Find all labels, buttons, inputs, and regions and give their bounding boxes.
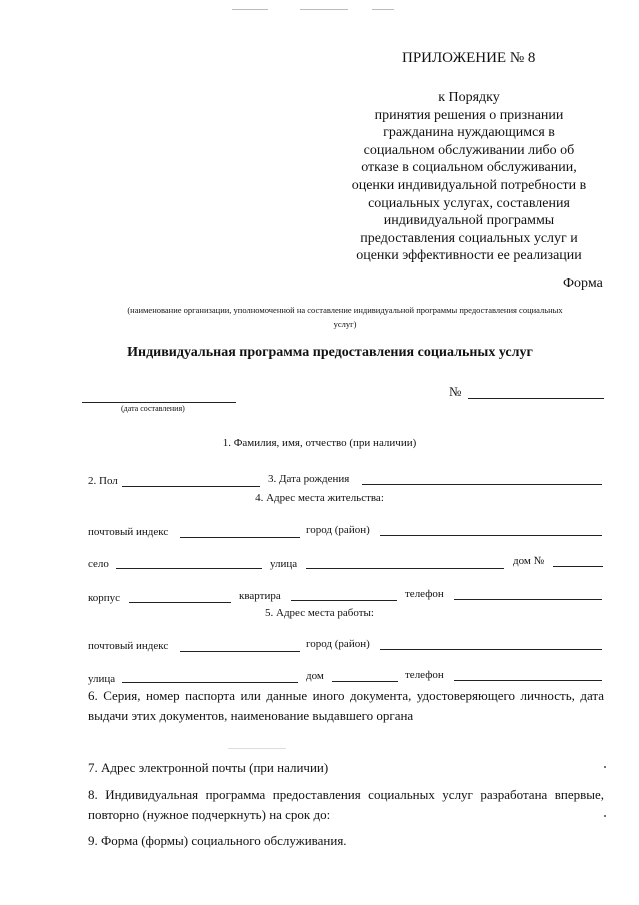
- city-line[interactable]: [380, 535, 602, 536]
- order-line: социальных услугах, составления: [368, 195, 570, 211]
- phone-line[interactable]: [454, 599, 602, 600]
- program-term-item: 8. Индивидуальная программа предоставления социальных услуг разработана впервые, повторно (нужное подчеркнуть) на срок до:: [88, 787, 604, 822]
- birth-date-label: 3. Дата рождения: [268, 473, 350, 485]
- scan-artifact: [232, 9, 268, 10]
- organization-caption-cont: услуг): [333, 319, 357, 329]
- date-caption: (дата составления): [121, 404, 185, 413]
- order-reference-block: [330, 89, 608, 265]
- work-phone-line[interactable]: [454, 680, 602, 681]
- village-line[interactable]: [116, 568, 262, 569]
- number-label: №: [449, 384, 462, 399]
- work-house-label: дом: [306, 670, 324, 682]
- scan-artifact: [372, 9, 394, 10]
- sex-label: 2. Пол: [88, 475, 118, 487]
- street-label: улица: [270, 558, 298, 570]
- appendix-number: ПРИЛОЖЕНИЕ № 8: [402, 50, 536, 66]
- form-label: Форма: [563, 276, 603, 291]
- number-line[interactable]: [468, 398, 604, 399]
- order-line: оценки индивидуальной потребности в: [351, 177, 587, 193]
- order-line: индивидуальной программы: [383, 213, 555, 229]
- work-phone-label: телефон: [405, 669, 444, 681]
- house-no-label: дом №: [513, 555, 545, 567]
- work-city-label: город (район): [306, 638, 370, 650]
- organization-caption: (наименование организации, уполномоченной на составление индивидуальной программы предоставления социальных: [127, 305, 563, 315]
- village-label: село: [88, 558, 109, 570]
- postal-index-label: почтовый индекс: [88, 526, 169, 538]
- order-line: предоставления социальных услуг и: [360, 230, 578, 246]
- phone-label: телефон: [405, 588, 444, 600]
- document-title: Индивидуальная программа предоставления социальных услуг: [127, 345, 533, 360]
- order-line: к Порядку: [438, 90, 500, 105]
- email-item: 7. Адрес электронной почты (при наличии): [88, 760, 329, 775]
- work-street-line[interactable]: [122, 682, 298, 683]
- service-form-item: 9. Форма (формы) социального обслуживания.: [88, 833, 347, 848]
- birth-date-line[interactable]: [362, 484, 602, 485]
- postal-index-line[interactable]: [180, 537, 300, 538]
- street-line[interactable]: [306, 568, 504, 569]
- scan-artifact: [228, 748, 286, 749]
- residence-heading: 4. Адрес места жительства:: [255, 492, 384, 504]
- city-label: город (район): [306, 524, 370, 536]
- work-postal-index-label: почтовый индекс: [88, 640, 169, 652]
- work-street-label: улица: [88, 673, 116, 685]
- order-line: принятия решения о признании: [374, 107, 564, 123]
- order-line: гражданина нуждающимся в: [383, 125, 555, 141]
- building-label: корпус: [88, 592, 121, 604]
- apartment-line[interactable]: [291, 600, 397, 601]
- sex-line[interactable]: [122, 486, 260, 487]
- order-line: отказе в социальном обслуживании,: [361, 160, 577, 176]
- date-line[interactable]: [82, 402, 236, 403]
- apartment-label: квартира: [239, 590, 281, 602]
- passport-item: 6. Серия, номер паспорта или данные иного документа, удостоверяющего личность, дата выдачи этих документов, наименование выдавшего органа: [88, 688, 604, 723]
- work-heading: 5. Адрес места работы:: [265, 607, 374, 619]
- fio-heading: 1. Фамилия, имя, отчество (при наличии): [222, 437, 417, 449]
- house-no-line[interactable]: [553, 566, 603, 567]
- scan-artifact: [300, 9, 348, 10]
- work-city-line[interactable]: [380, 649, 602, 650]
- work-postal-index-line[interactable]: [180, 651, 300, 652]
- order-line: социальном обслуживании либо об: [363, 142, 575, 158]
- scan-dot: [604, 815, 606, 817]
- order-line: оценки эффективности ее реализации: [356, 248, 582, 264]
- building-line[interactable]: [129, 602, 231, 603]
- work-house-line[interactable]: [332, 681, 398, 682]
- scan-dot: [604, 766, 606, 768]
